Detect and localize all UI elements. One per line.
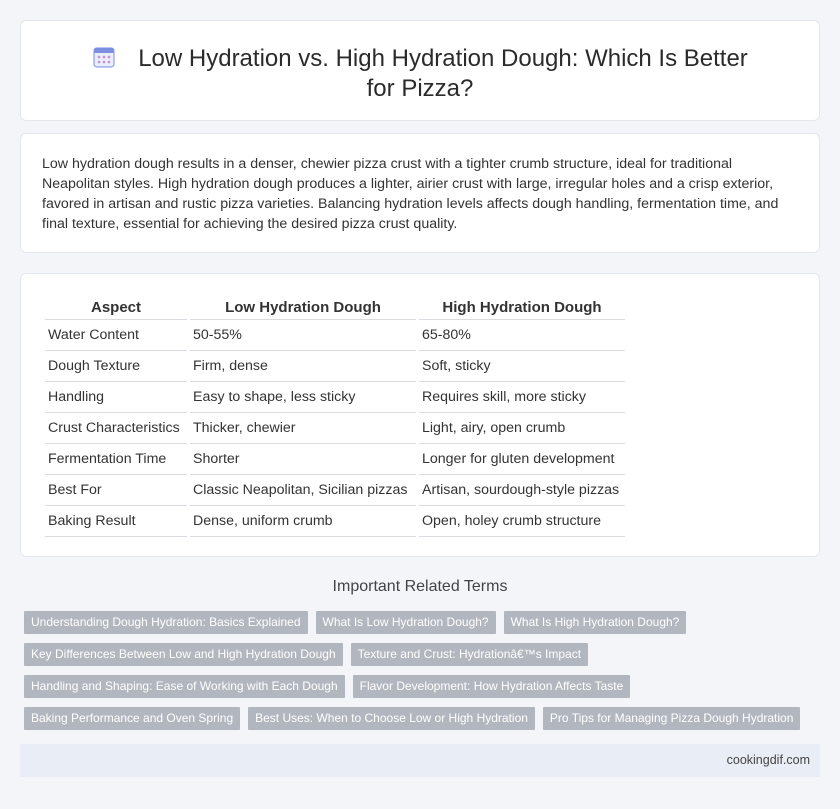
table-cell: Classic Neapolitan, Sicilian pizzas <box>190 475 416 506</box>
table-cell: Soft, sticky <box>419 351 625 382</box>
summary-card <box>20 133 820 253</box>
header-high-hydration: High Hydration Dough <box>419 296 625 320</box>
related-term-link[interactable]: Understanding Dough Hydration: Basics Explained <box>24 611 308 634</box>
table-row <box>45 382 625 413</box>
table-cell: Artisan, sourdough-style pizzas <box>419 475 625 506</box>
table-cell: Handling <box>45 382 187 413</box>
table-cell: Requires skill, more sticky <box>419 382 625 413</box>
related-term-link[interactable]: What Is Low Hydration Dough? <box>316 611 496 634</box>
table-row <box>45 351 625 382</box>
table-row <box>45 413 625 444</box>
tag-row <box>24 611 824 634</box>
table-cell: Shorter <box>190 444 416 475</box>
related-term-link[interactable]: Baking Performance and Oven Spring <box>24 707 240 730</box>
table-cell: Easy to shape, less sticky <box>190 382 416 413</box>
related-term-link[interactable]: Handling and Shaping: Ease of Working with Each Dough <box>24 675 345 698</box>
footer <box>20 744 820 777</box>
table-cell: Best For <box>45 475 187 506</box>
table-cell: Baking Result <box>45 506 187 537</box>
related-term-link[interactable]: Flavor Development: How Hydration Affects Taste <box>353 675 631 698</box>
table-row <box>45 320 625 351</box>
table-cell: Longer for gluten development <box>419 444 625 475</box>
comparison-table <box>42 296 628 537</box>
comparison-card <box>20 273 820 557</box>
related-term-link[interactable]: What Is High Hydration Dough? <box>504 611 687 634</box>
table-row <box>45 444 625 475</box>
related-term-link[interactable]: Key Differences Between Low and High Hydration Dough <box>24 643 343 666</box>
table-cell: Fermentation Time <box>45 444 187 475</box>
table-cell: Firm, dense <box>190 351 416 382</box>
related-terms-list <box>24 611 824 739</box>
related-term-link[interactable]: Best Uses: When to Choose Low or High Hydration <box>248 707 535 730</box>
summary-text: Low hydration dough results in a denser, chewier pizza crust with a tighter crumb structure, ideal for traditional Neapolitan styles. High hydration dough produces a lighter, airier crust with large, irregular holes and a crisp exterior, favored in artisan and rustic pizza varieties. Balancing hydration levels affects dough handling, fermentation time, and final texture, essential for achieving the desired pizza crust quality. <box>42 156 779 232</box>
page-title: Low Hydration vs. High Hydration Dough: Which Is Better for Pizza? <box>138 45 748 102</box>
title-card <box>20 20 820 121</box>
table-cell: Open, holey crumb structure <box>419 506 625 537</box>
related-term-link[interactable]: Pro Tips for Managing Pizza Dough Hydration <box>543 707 800 730</box>
related-term-link[interactable]: Texture and Crust: Hydrationâ€™s Impact <box>351 643 588 666</box>
table-cell: 50-55% <box>190 320 416 351</box>
table-cell: Dough Texture <box>45 351 187 382</box>
table-header-row <box>45 296 625 320</box>
tag-row <box>24 675 824 698</box>
calendar-icon <box>92 45 116 69</box>
footer-site-link[interactable]: cookingdif.com <box>726 753 810 767</box>
table-cell: 65-80% <box>419 320 625 351</box>
header-aspect: Aspect <box>45 296 187 320</box>
table-cell: Thicker, chewier <box>190 413 416 444</box>
tag-row <box>24 707 824 730</box>
table-cell: Crust Characteristics <box>45 413 187 444</box>
related-terms-heading: Important Related Terms <box>332 578 508 595</box>
table-cell: Dense, uniform crumb <box>190 506 416 537</box>
table-row <box>45 506 625 537</box>
header-low-hydration: Low Hydration Dough <box>190 296 416 320</box>
table-cell: Water Content <box>45 320 187 351</box>
tag-row <box>24 643 824 666</box>
table-row <box>45 475 625 506</box>
table-cell: Light, airy, open crumb <box>419 413 625 444</box>
